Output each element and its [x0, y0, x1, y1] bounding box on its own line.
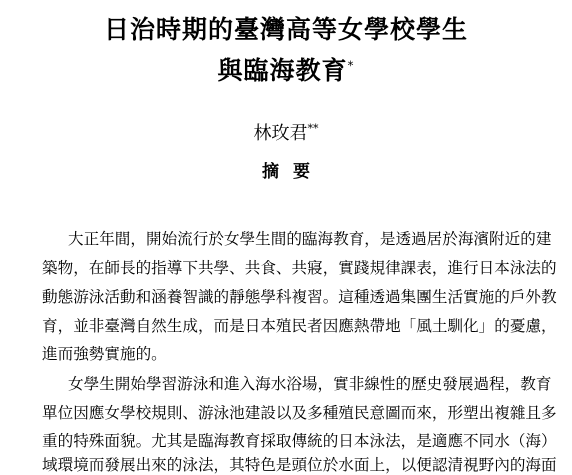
author-footnote-mark: ** [307, 122, 319, 135]
abstract-p2-line: 單位因應女學校規則、游泳池建設以及多種殖民意圖而來，形塑出複雜且多 [42, 404, 557, 422]
title-line-2 [0, 56, 572, 86]
abstract-p2-line: 女學生開始學習游泳和進入海水浴場，實非線性的歷史發展過程，教育 [68, 375, 552, 393]
title-line-2-text: 與臨海教育 [217, 56, 348, 85]
abstract-p1-line: 大正年間，開始流行於女學生間的臨海教育，是透過居於海濱附近的建 [68, 230, 552, 248]
abstract-p2-line: 重的特殊面貌。尤其是臨海教育採取傳統的日本泳法，是適應不同水（海） [42, 432, 557, 450]
abstract-p2-line: 域環境而發展出來的泳法，其特色是頭位於水面上，以便認清視野內的海面 [42, 456, 557, 474]
abstract-p1-line: 育，並非臺灣自然生成，而是日本殖民者因應熱帶地「風土馴化」的憂慮， [42, 317, 557, 335]
abstract-p1-line: 動態游泳活動和涵養智識的靜態學科複習。這種透過集團生活實施的戶外教 [42, 288, 557, 306]
author-name: 林玫君 [253, 123, 308, 144]
title-footnote-mark: * [347, 58, 355, 73]
author [0, 122, 572, 146]
abstract-p1-line: 築物，在師長的指導下共學、共食、共寢，實踐規律課表，進行日本泳法的 [42, 259, 557, 277]
title-line-1: 日治時期的臺灣高等女學校學生 [103, 15, 468, 44]
abstract-p1-line: 進而強勢實施的。 [42, 345, 167, 363]
abstract-heading: 摘要 [262, 162, 324, 182]
